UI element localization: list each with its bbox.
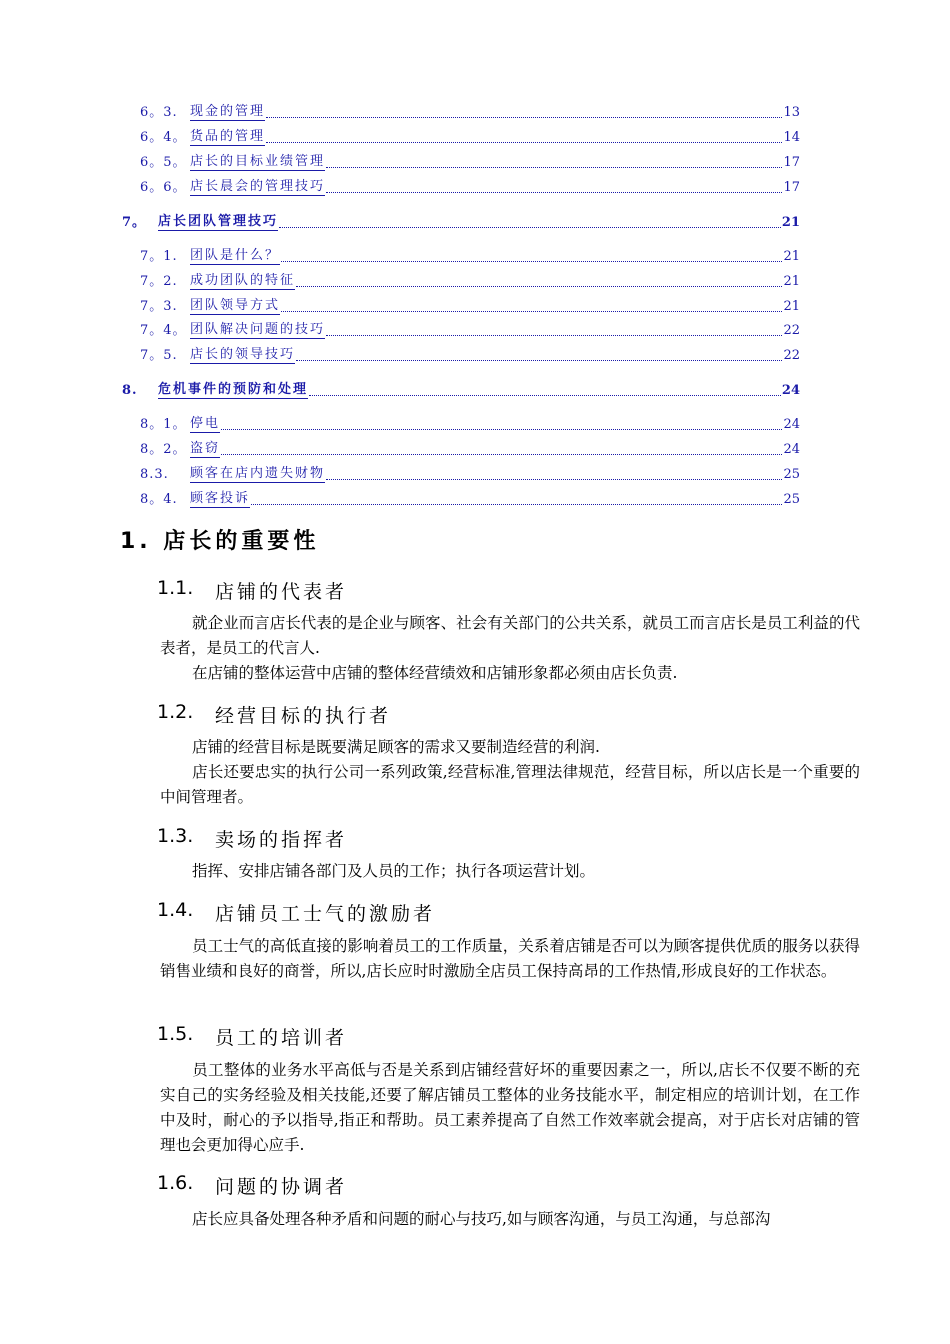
toc-leader-dots [326, 192, 782, 193]
toc-page-number: 14 [783, 130, 800, 145]
toc-entry[interactable] [140, 154, 800, 171]
toc-entry[interactable] [140, 273, 800, 290]
section-number: 1.1. [157, 577, 194, 599]
toc-entry-number: 8. [122, 383, 138, 398]
toc-entry-title: 团队解决问题的技巧 [190, 322, 326, 337]
toc-entry[interactable] [140, 248, 800, 265]
paragraph-text: 员工士气的高低直接的影响着员工的工作质量，关系着店铺是否可以为顾客提供优质的服务以获得销售业绩和良好的商誉，所以,店长应时时激励全店员工保持高昂的工作热情,形成良好的工作状态。 [160, 937, 860, 980]
section-heading [157, 1023, 347, 1050]
toc-entry-number: 6。6。 [140, 180, 187, 195]
section-number: 1.4. [157, 899, 194, 921]
section-heading [157, 899, 435, 926]
toc-entry[interactable] [122, 382, 800, 399]
toc-entry-title: 店长晨会的管理技巧 [190, 179, 326, 194]
section-number: 1.6. [157, 1172, 194, 1194]
toc-entry-number: 8.3. [140, 467, 169, 482]
toc-page-number: 21 [783, 274, 800, 289]
paragraph [160, 1058, 860, 1158]
toc-leader-dots [221, 429, 782, 430]
toc-entry-title: 顾客投诉 [190, 491, 251, 506]
section-title: 经营目标的执行者 [215, 705, 392, 727]
toc-leader-dots [309, 395, 781, 396]
toc-entry-title: 团队是什么？ [190, 248, 281, 263]
section-number: 1.5. [157, 1023, 194, 1045]
paragraph [160, 735, 860, 760]
toc-page-number: 25 [783, 467, 800, 482]
toc-entry-title: 店长团队管理技巧 [158, 214, 279, 229]
toc-entry[interactable] [140, 179, 800, 196]
toc-entry-number: 8。4. [140, 492, 178, 507]
toc-entry-title: 店长的目标业绩管理 [190, 154, 326, 169]
toc-entry-number: 7。2. [140, 274, 178, 289]
toc-leader-dots [279, 227, 781, 228]
toc-leader-dots [281, 311, 782, 312]
section-heading [157, 701, 391, 728]
toc-entry-number: 6。3. [140, 105, 178, 120]
toc-leader-dots [326, 167, 782, 168]
toc-page-number: 25 [783, 492, 800, 507]
section-number: 1.3. [157, 825, 194, 847]
toc-entry-number: 7。3. [140, 299, 178, 314]
section-title: 店铺员工士气的激励者 [215, 903, 436, 925]
paragraph-text: 店长应具备处理各种矛盾和问题的耐心与技巧,如与顾客沟通，与员工沟通，与总部沟 [192, 1210, 771, 1228]
paragraph [160, 934, 860, 984]
toc-entry-number: 8。2。 [140, 442, 187, 457]
toc-page-number: 17 [783, 155, 800, 170]
toc-entry-title: 现金的管理 [190, 104, 266, 119]
paragraph-text: 员工整体的业务水平高低与否是关系到店铺经营好坏的重要因素之一，所以,店长不仅要不断的充实自己的实务经验及相关技能,还要了解店铺员工整体的业务技能水平，制定相应的培训计划，在工作中及时，耐心的予以指导,指正和帮助。员工素养提高了自然工作效率就会提高，对于店长对店铺的管理也会更加得心应手. [160, 1061, 860, 1154]
toc-entry[interactable] [140, 298, 800, 315]
toc-entry-title: 顾客在店内遗失财物 [190, 466, 326, 481]
toc-leader-dots [251, 504, 782, 505]
toc-leader-dots [266, 142, 782, 143]
toc-entry-number: 6。5。 [140, 155, 187, 170]
section-title: 问题的协调者 [215, 1176, 348, 1198]
toc-entry[interactable] [140, 347, 800, 364]
chapter-heading: 1. 店长的重要性 [120, 529, 320, 554]
toc-leader-dots [326, 335, 782, 336]
toc-page-number: 24 [783, 442, 800, 457]
toc-entry[interactable] [140, 129, 800, 146]
paragraph-text: 就企业而言店长代表的是企业与顾客、社会有关部门的公共关系，就员工而言店长是员工利益的代表者，是员工的代言人. [160, 614, 860, 657]
paragraph-text: 店长还要忠实的执行公司一系列政策,经营标准,管理法律规范，经营目标，所以店长是一个重要的中间管理者。 [160, 763, 860, 806]
toc-entry[interactable] [140, 491, 800, 508]
toc-entry[interactable] [140, 416, 800, 433]
paragraph [160, 611, 860, 661]
toc-entry-number: 7。 [122, 215, 147, 230]
toc-leader-dots [296, 286, 782, 287]
section-heading [157, 1172, 347, 1199]
toc-leader-dots [326, 479, 782, 480]
paragraph [160, 760, 860, 810]
toc-entry-number: 7。4。 [140, 323, 187, 338]
toc-page-number: 22 [783, 323, 800, 338]
toc-entry[interactable] [140, 466, 800, 483]
paragraph-text: 店铺的经营目标是既要满足顾客的需求又要制造经营的利润. [192, 738, 600, 756]
toc-entry-title: 停电 [190, 416, 221, 431]
toc-entry-number: 7。5. [140, 348, 178, 363]
toc-leader-dots [281, 261, 782, 262]
paragraph-text: 在店铺的整体运营中店铺的整体经营绩效和店铺形象都必须由店长负责. [192, 664, 678, 682]
toc-leader-dots [221, 454, 782, 455]
toc-leader-dots [266, 117, 782, 118]
toc-page-number: 24 [783, 417, 800, 432]
toc-entry-title: 货品的管理 [190, 129, 266, 144]
toc-entry-title: 危机事件的预防和处理 [158, 382, 309, 397]
toc-entry[interactable] [140, 441, 800, 458]
section-title: 员工的培训者 [215, 1027, 348, 1049]
section-title: 店铺的代表者 [215, 581, 348, 603]
section-number: 1.2. [157, 701, 194, 723]
toc-entry[interactable] [122, 214, 800, 231]
paragraph [160, 859, 860, 884]
toc-page-number: 22 [783, 348, 800, 363]
toc-entry-number: 8。1。 [140, 417, 187, 432]
toc-page-number: 13 [783, 105, 800, 120]
paragraph [160, 661, 860, 686]
toc-page-number: 21 [783, 299, 800, 314]
toc-entry-number: 7。1. [140, 249, 178, 264]
toc-entry-title: 店长的领导技巧 [190, 347, 296, 362]
toc-page-number: 17 [783, 180, 800, 195]
section-title: 卖场的指挥者 [215, 829, 348, 851]
section-heading [157, 825, 347, 852]
toc-entry[interactable] [140, 104, 800, 121]
paragraph-text: 指挥、安排店铺各部门及人员的工作；执行各项运营计划。 [192, 862, 596, 880]
toc-page-number: 21 [783, 249, 800, 264]
toc-entry-title: 盗窃 [190, 441, 221, 456]
paragraph [160, 1207, 860, 1232]
toc-page-number: 24 [781, 383, 800, 398]
toc-entry-title: 团队领导方式 [190, 298, 281, 313]
toc-entry[interactable] [140, 322, 800, 339]
toc-leader-dots [296, 360, 782, 361]
toc-page-number: 21 [781, 215, 800, 230]
section-heading [157, 577, 347, 604]
toc-entry-title: 成功团队的特征 [190, 273, 296, 288]
toc-entry-number: 6。4。 [140, 130, 187, 145]
